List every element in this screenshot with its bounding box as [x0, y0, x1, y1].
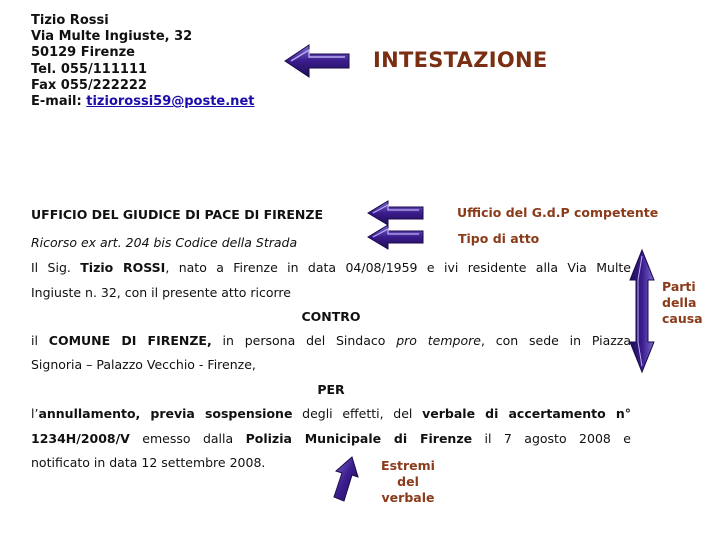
text-run: Polizia Municipale di Firenze [245, 431, 473, 446]
paragraph-line [31, 333, 631, 348]
estremi-label-line: Estremi [381, 458, 435, 473]
parti-label-line: Parti [662, 279, 696, 294]
text-run: il 7 agosto 2008 e [472, 431, 631, 446]
text-run: l’ [31, 406, 39, 421]
left-arrow-icon [285, 45, 351, 77]
sender-header [31, 13, 254, 110]
text-run: , con sede in Piazza [480, 333, 632, 348]
ufficio-label: Ufficio del G.d.P competente [457, 205, 659, 220]
act-type: Ricorso ex art. 204 bis Codice della Strada [31, 235, 298, 250]
paragraph-line [31, 260, 631, 275]
paragraph-line: Signoria – Palazzo Vecchio - Firenze, [31, 357, 256, 372]
sender-name: Tizio Rossi [31, 13, 109, 28]
email-label: E-mail: [31, 94, 82, 110]
text-run: annullamento, previa sospensione [38, 406, 293, 421]
text-run: il [31, 333, 49, 348]
text-run: 1234H/2008/V [31, 431, 130, 446]
email-link[interactable]: tiziorossi59@poste.net [86, 94, 255, 110]
text-run: , nato a Firenze in data 04/08/1959 e ivi residente alla Via Multe [165, 260, 632, 275]
sender-city: 50129 Firenze [31, 45, 135, 61]
paragraph-line [31, 431, 631, 446]
sender-email-row [31, 94, 254, 110]
parti-label-line: della [662, 295, 697, 310]
parti-label-line: causa [662, 311, 703, 326]
per-heading: PER [317, 382, 345, 397]
paragraph-line: notificato in data 12 settembre 2008. [31, 455, 266, 470]
paragraph-line: Ingiuste n. 32, con il presente atto ricorre [31, 285, 291, 300]
sender-fax: Fax 055/222222 [31, 77, 147, 93]
sender-address: Via Multe Ingiuste, 32 [31, 29, 193, 45]
text-run: Tizio ROSSI [80, 260, 166, 275]
paragraph-line [31, 406, 631, 421]
text-run: in persona del Sindaco [211, 333, 397, 348]
estremi-label-line: verbale [381, 490, 435, 505]
parti-label [662, 279, 703, 327]
text-run: emesso dalla [129, 431, 246, 446]
text-run: COMUNE DI FIRENZE, [48, 333, 212, 348]
tipo-atto-label: Tipo di atto [458, 231, 540, 246]
sender-tel: Tel. 055/111111 [31, 61, 148, 77]
text-run: verbale di accertamento n° [422, 406, 631, 421]
up-down-arrow-icon [630, 250, 658, 372]
text-run: Il Sig. [31, 260, 81, 275]
text-run: degli effetti, del [292, 406, 423, 421]
contro-heading: CONTRO [301, 309, 361, 324]
intestazione-label: INTESTAZIONE [373, 48, 548, 72]
text-run: pro tempore [396, 333, 481, 348]
office-heading: UFFICIO DEL GIUDICE DI PACE DI FIRENZE [31, 207, 323, 222]
estremi-label-line: del [397, 474, 419, 489]
